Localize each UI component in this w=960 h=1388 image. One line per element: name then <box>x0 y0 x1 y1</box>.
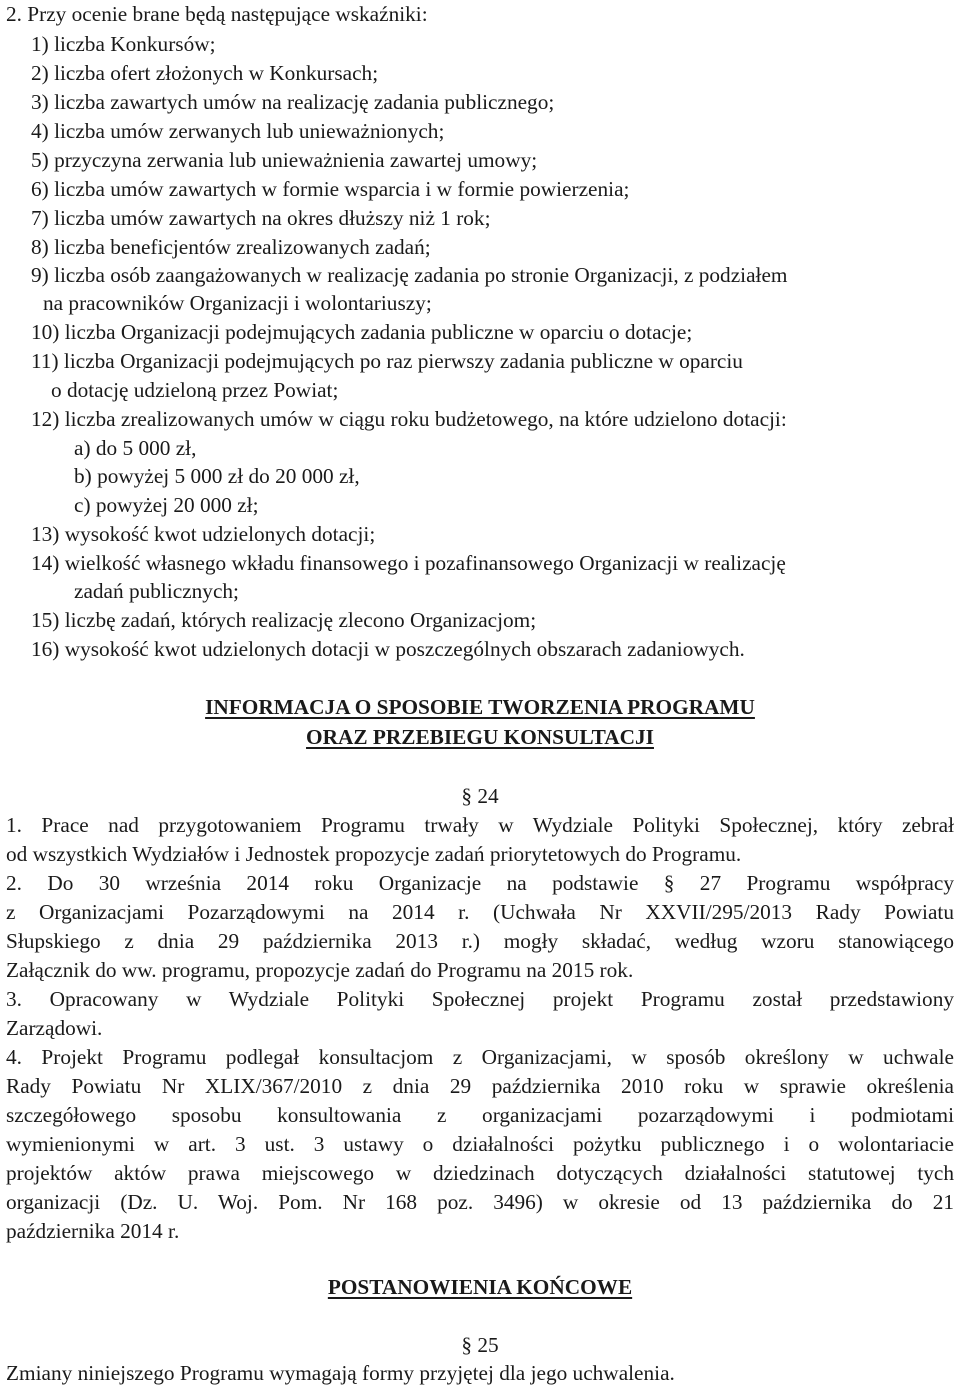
body-line: 3. Opracowany w Wydziale Polityki Społecznej projekt Programu został przedstawiony <box>6 987 954 1011</box>
indicators-intro: 2. Przy ocenie brane będą następujące wskaźniki: <box>6 2 428 26</box>
list-item: 8) liczba beneficjentów zrealizowanych zadań; <box>31 235 431 259</box>
list-item: b) powyżej 5 000 zł do 20 000 zł, <box>74 464 360 488</box>
body-line: Słupskiego z dnia 29 października 2013 r.) mogły składać, według wzoru stanowiącego <box>6 929 954 953</box>
list-item: na pracowników Organizacji i wolontariuszy; <box>43 291 432 315</box>
body-line: od wszystkich Wydziałów i Jednostek propozycje zadań priorytetowych do Programu. <box>6 842 742 866</box>
body-line: szczegółowego sposobu konsultowania z organizacjami pozarządowymi i podmiotami <box>6 1103 954 1127</box>
body-line: 2. Do 30 września 2014 roku Organizacje na podstawie § 27 Programu współpracy <box>6 871 954 895</box>
paragraph-symbol: § 25 <box>461 1333 499 1357</box>
body-line: Załącznik do ww. programu, propozycje zadań do Programu na 2015 rok. <box>6 958 634 982</box>
body-line: Zmiany niniejszego Programu wymagają formy przyjętej dla jego uchwalenia. <box>6 1361 675 1385</box>
list-item: a) do 5 000 zł, <box>74 436 197 460</box>
list-item: 9) liczba osób zaangażowanych w realizację zadania po stronie Organizacji, z podziałem <box>31 263 788 287</box>
body-line: 1. Prace nad przygotowaniem Programu trwały w Wydziale Polityki Społecznej, który zebrał <box>6 813 954 837</box>
list-item: o dotację udzieloną przez Powiat; <box>51 378 339 402</box>
section-heading: POSTANOWIENIA KOŃCOWE <box>327 1275 633 1299</box>
list-item: 11) liczba Organizacji podejmujących po raz pierwszy zadania publiczne w oparciu <box>31 349 743 373</box>
body-line: z Organizacjami Pozarządowymi na 2014 r. (Uchwała Nr XXVII/295/2013 Rady Powiatu <box>6 900 954 924</box>
paragraph-symbol: § 24 <box>461 784 499 808</box>
list-item: zadań publicznych; <box>74 579 239 603</box>
list-item: 14) wielkość własnego wkładu finansowego i pozafinansowego Organizacji w realizację <box>31 551 786 575</box>
body-line: 4. Projekt Programu podlegał konsultacjom z Organizacjami, w sposób określony w uchwale <box>6 1045 954 1069</box>
section-heading: INFORMACJA O SPOSOBIE TWORZENIA PROGRAMU <box>205 695 755 719</box>
list-item: 5) przyczyna zerwania lub unieważnienia zawartej umowy; <box>31 148 538 172</box>
list-item: 1) liczba Konkursów; <box>31 32 216 56</box>
list-item: c) powyżej 20 000 zł; <box>74 493 259 517</box>
list-item: 16) wysokość kwot udzielonych dotacji w poszczególnych obszarach zadaniowych. <box>31 637 745 661</box>
body-line: wymienionymi w art. 3 ust. 3 ustawy o działalności pożytku publicznego i o wolontariacie <box>6 1132 954 1156</box>
list-item: 12) liczba zrealizowanych umów w ciągu roku budżetowego, na które udzielono dotacji: <box>31 407 787 431</box>
list-item: 3) liczba zawartych umów na realizację zadania publicznego; <box>31 90 555 114</box>
list-item: 4) liczba umów zerwanych lub unieważnionych; <box>31 119 445 143</box>
body-line: Rady Powiatu Nr XLIX/367/2010 z dnia 29 października 2010 roku w sprawie określenia <box>6 1074 954 1098</box>
list-item: 15) liczbę zadań, których realizację zlecono Organizacjom; <box>31 608 537 632</box>
body-line: organizacji (Dz. U. Woj. Pom. Nr 168 poz. 3496) w okresie od 13 października do 21 <box>6 1190 954 1214</box>
list-item: 10) liczba Organizacji podejmujących zadania publiczne w oparciu o dotacje; <box>31 320 693 344</box>
list-item: 6) liczba umów zawartych w formie wsparcia i w formie powierzenia; <box>31 177 630 201</box>
list-item: 2) liczba ofert złożonych w Konkursach; <box>31 61 379 85</box>
list-item: 7) liczba umów zawartych na okres dłuższy niż 1 rok; <box>31 206 491 230</box>
list-item: 13) wysokość kwot udzielonych dotacji; <box>31 522 376 546</box>
section-heading: ORAZ PRZEBIEGU KONSULTACJI <box>306 725 654 749</box>
body-line: października 2014 r. <box>6 1219 180 1243</box>
body-line: projektów aktów prawa miejscowego w dziedzinach dotyczących działalności statutowej tych <box>6 1161 954 1185</box>
body-line: Zarządowi. <box>6 1016 103 1040</box>
